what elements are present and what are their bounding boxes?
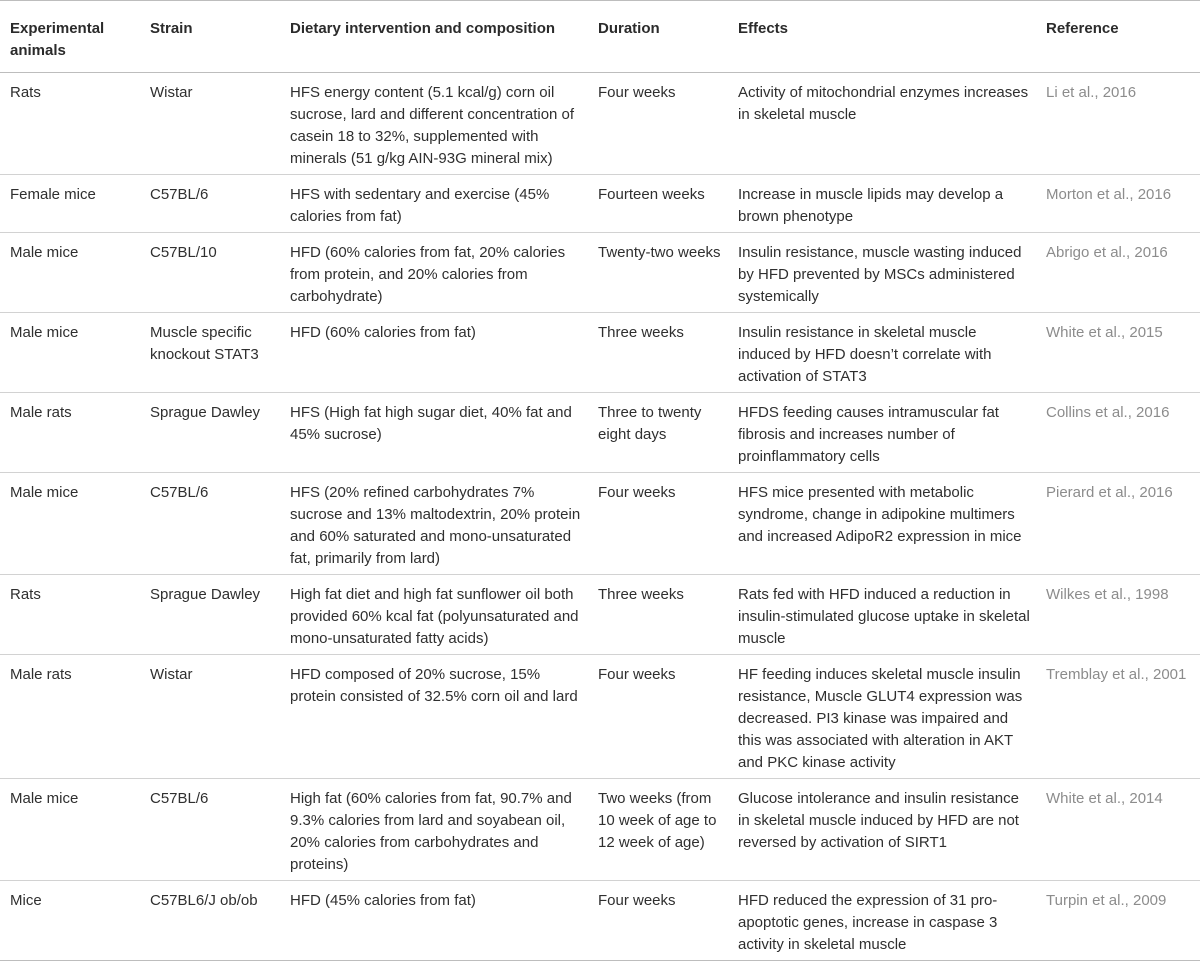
cell-duration: Twenty-two weeks — [598, 244, 721, 261]
header-strain: Strain — [150, 20, 193, 37]
cell-strain: Sprague Dawley — [150, 404, 261, 421]
cell-reference-link[interactable]: Tremblay et al., 2001 — [1046, 666, 1187, 683]
cell-animals: Rats — [10, 84, 41, 101]
cell-duration: Three to twenty eight days — [598, 404, 702, 443]
cell-effects: Activity of mitochondrial enzymes increases in skeletal muscle — [738, 84, 1029, 123]
cell-effects: Glucose intolerance and insulin resistance in skeletal muscle induced by HFD are not reversed by activation of SIRT1 — [738, 790, 1019, 851]
header-reference: Reference — [1046, 20, 1119, 37]
cell-reference-link[interactable]: White et al., 2015 — [1046, 324, 1163, 341]
cell-effects: HFS mice presented with metabolic syndrome, change in adipokine multimers and increased AdipoR2 expression in mice — [738, 484, 1022, 545]
cell-strain: C57BL/6 — [150, 790, 209, 807]
cell-reference-link[interactable]: Wilkes et al., 1998 — [1046, 586, 1169, 603]
cell-effects: Rats fed with HFD induced a reduction in insulin-stimulated glucose uptake in skeletal muscle — [738, 586, 1030, 647]
cell-intervention: HFS (20% refined carbohydrates 7% sucrose and 13% maltodextrin, 20% protein and 60% saturated and mono-unsaturated fat, primarily from lard) — [290, 484, 581, 567]
table-row — [0, 313, 1200, 393]
cell-intervention: HFS with sedentary and exercise (45% calories from fat) — [290, 186, 550, 225]
table-row — [0, 393, 1200, 473]
cell-reference-link[interactable]: Collins et al., 2016 — [1046, 404, 1170, 421]
cell-animals: Male mice — [10, 790, 79, 807]
cell-reference-link[interactable]: Pierard et al., 2016 — [1046, 484, 1173, 501]
cell-strain: Sprague Dawley — [150, 586, 261, 603]
cell-effects: HF feeding induces skeletal muscle insulin resistance, Muscle GLUT4 expression was decreased. PI3 kinase was impaired and this was associated with alteration in AKT and PKC kinase activity — [738, 666, 1023, 771]
cell-strain: Wistar — [150, 666, 193, 683]
table-body — [0, 73, 1200, 961]
table-row — [0, 881, 1200, 961]
cell-duration: Four weeks — [598, 484, 676, 501]
cell-effects: HFD reduced the expression of 31 pro-apoptotic genes, increase in caspase 3 activity in skeletal muscle — [738, 892, 998, 953]
cell-intervention: HFD composed of 20% sucrose, 15% protein consisted of 32.5% corn oil and lard — [290, 666, 578, 705]
cell-reference-link[interactable]: Morton et al., 2016 — [1046, 186, 1172, 203]
cell-strain: Muscle specific knockout STAT3 — [150, 324, 259, 363]
cell-effects: Insulin resistance in skeletal muscle induced by HFD doesn’t correlate with activation of STAT3 — [738, 324, 992, 385]
cell-animals: Male mice — [10, 484, 79, 501]
cell-strain: Wistar — [150, 84, 193, 101]
cell-intervention: HFD (45% calories from fat) — [290, 892, 476, 909]
cell-intervention: HFS energy content (5.1 kcal/g) corn oil sucrose, lard and different concentration of casein 18 to 32%, supplemented with minerals (51 g/kg AIN-93G mineral mix) — [290, 84, 575, 167]
header-duration: Duration — [598, 20, 660, 37]
header-effects: Effects — [738, 20, 789, 37]
cell-strain: C57BL/6 — [150, 484, 209, 501]
table-row — [0, 575, 1200, 655]
cell-duration: Four weeks — [598, 84, 676, 101]
table-row — [0, 73, 1200, 175]
cell-effects: Insulin resistance, muscle wasting induced by HFD prevented by MSCs administered systemically — [738, 244, 1022, 305]
table-row — [0, 175, 1200, 233]
cell-duration: Three weeks — [598, 586, 684, 603]
cell-intervention: HFD (60% calories from fat, 20% calories from protein, and 20% calories from carbohydrate) — [290, 244, 566, 305]
header-row — [0, 1, 1200, 73]
cell-strain: C57BL/10 — [150, 244, 217, 261]
table-header — [0, 1, 1200, 73]
table-row — [0, 233, 1200, 313]
table-row — [0, 473, 1200, 575]
cell-reference-link[interactable]: Abrigo et al., 2016 — [1046, 244, 1168, 261]
cell-effects: Increase in muscle lipids may develop a brown phenotype — [738, 186, 1004, 225]
cell-animals: Male mice — [10, 244, 79, 261]
table-row — [0, 655, 1200, 779]
cell-duration: Three weeks — [598, 324, 684, 341]
cell-effects: HFDS feeding causes intramuscular fat fibrosis and increases number of proinflammatory cells — [738, 404, 999, 465]
cell-reference-link[interactable]: Turpin et al., 2009 — [1046, 892, 1167, 909]
cell-duration: Fourteen weeks — [598, 186, 705, 203]
cell-reference-link[interactable]: White et al., 2014 — [1046, 790, 1163, 807]
cell-animals: Rats — [10, 586, 41, 603]
cell-animals: Mice — [10, 892, 42, 909]
header-experimental-animals: Experimental animals — [10, 20, 105, 59]
cell-duration: Two weeks (from 10 week of age to 12 week of age) — [598, 790, 717, 851]
cell-animals: Female mice — [10, 186, 96, 203]
cell-reference-link[interactable]: Li et al., 2016 — [1046, 84, 1137, 101]
cell-animals: Male mice — [10, 324, 79, 341]
cell-intervention: High fat (60% calories from fat, 90.7% and 9.3% calories from lard and soyabean oil, 20% calories from carbohydrates and proteins) — [290, 790, 572, 873]
cell-intervention: HFD (60% calories from fat) — [290, 324, 476, 341]
cell-duration: Four weeks — [598, 666, 676, 683]
cell-animals: Male rats — [10, 666, 72, 683]
table-row — [0, 779, 1200, 881]
cell-strain: C57BL6/J ob/ob — [150, 892, 258, 909]
cell-duration: Four weeks — [598, 892, 676, 909]
cell-animals: Male rats — [10, 404, 72, 421]
cell-strain: C57BL/6 — [150, 186, 209, 203]
cell-intervention: High fat diet and high fat sunflower oil both provided 60% kcal fat (polyunsaturated and mono-unsaturated fatty acids) — [290, 586, 579, 647]
cell-intervention: HFS (High fat high sugar diet, 40% fat and 45% sucrose) — [290, 404, 572, 443]
header-dietary-intervention: Dietary intervention and composition — [290, 20, 556, 37]
